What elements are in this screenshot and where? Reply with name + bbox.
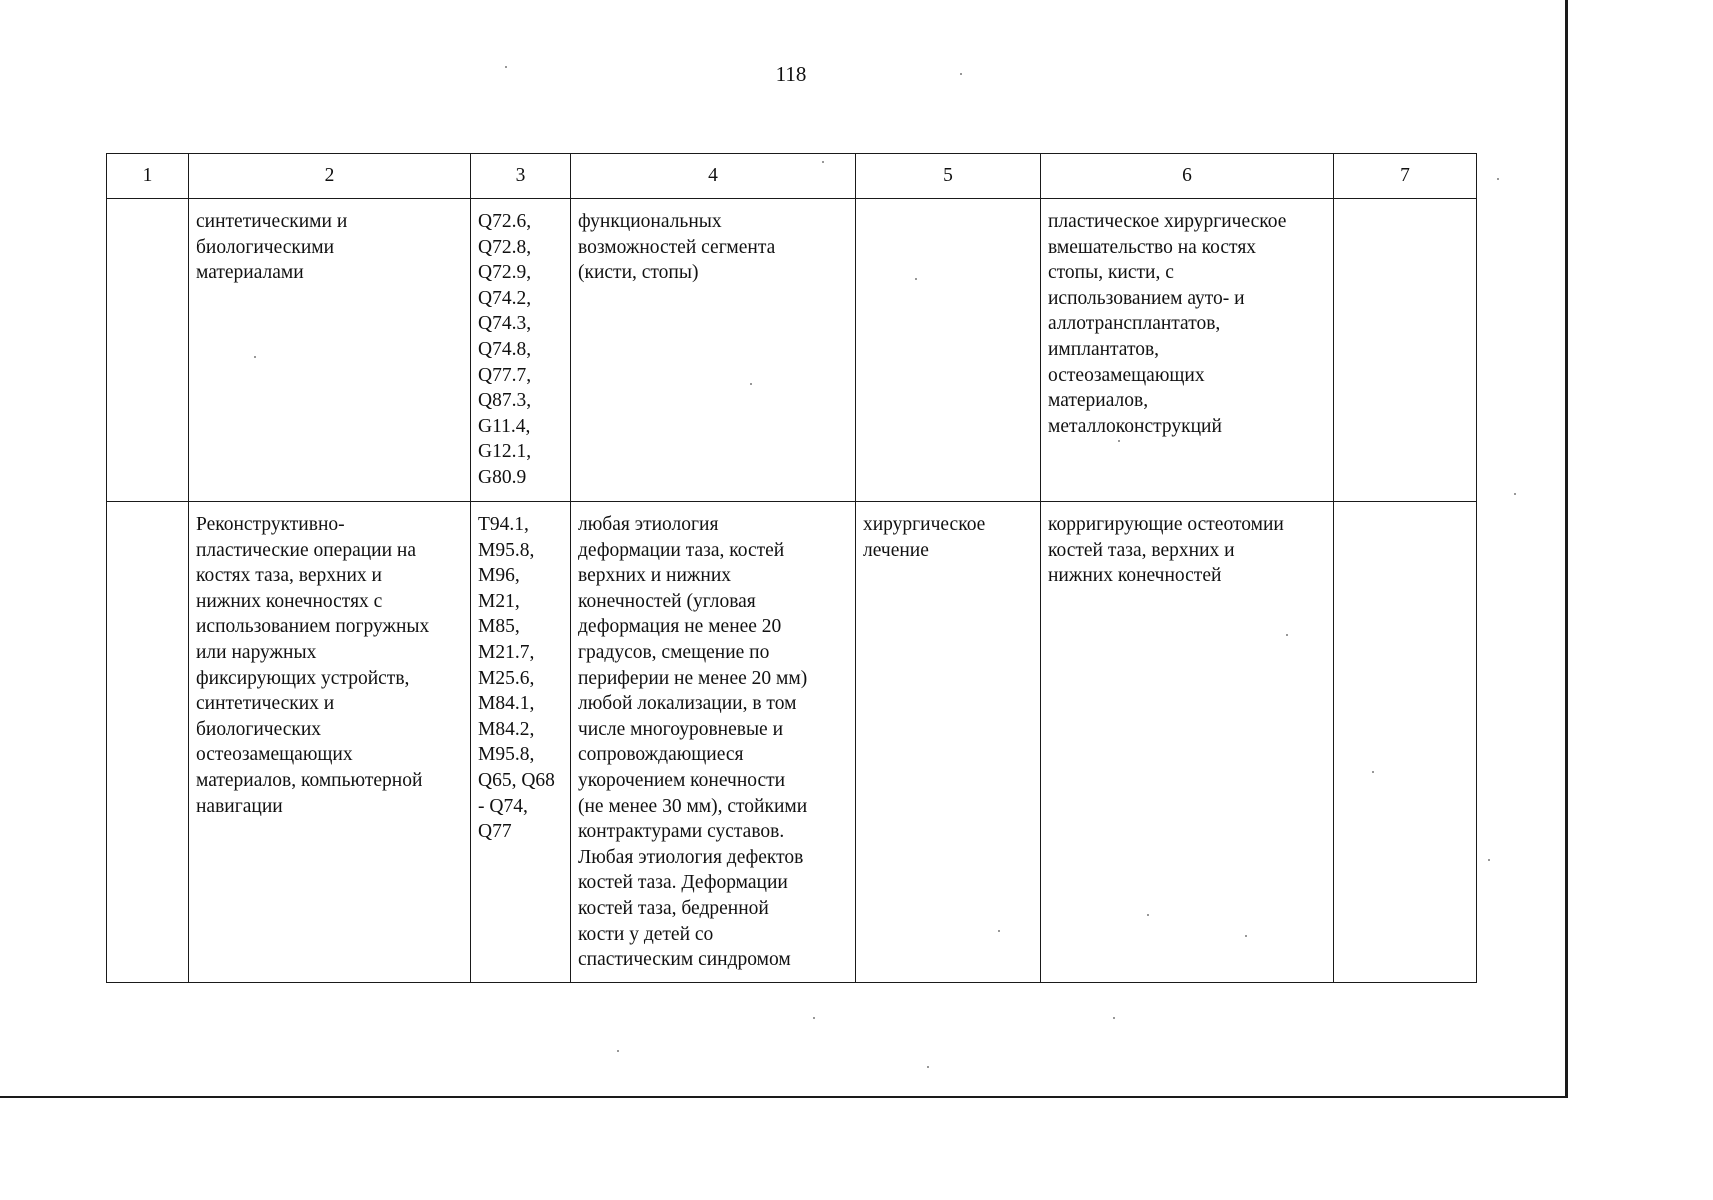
table-cell: T94.1, M95.8, M96, M21, M85, M21.7, M25.6, M84.1, M84.2, M95.8, Q65, Q68 - Q74, Q77: [471, 502, 571, 983]
table-row: [107, 199, 1477, 502]
scan-speck: [1372, 771, 1374, 773]
scan-speck: [927, 1066, 929, 1068]
scan-speck: [750, 383, 752, 385]
scan-speck: [813, 1017, 815, 1019]
table-header-row: [107, 154, 1477, 199]
table-cell: [1334, 199, 1477, 502]
scan-speck: [822, 161, 824, 163]
scan-speck: [505, 66, 507, 68]
table-cell: [1334, 502, 1477, 983]
scan-speck: [998, 930, 1000, 932]
table-cell: Q72.6, Q72.8, Q72.9, Q74.2, Q74.3, Q74.8, Q77.7, Q87.3, G11.4, G12.1, G80.9: [471, 199, 571, 502]
scan-speck: [1286, 634, 1288, 636]
header-cell: 3: [471, 154, 571, 199]
header-cell: 4: [571, 154, 856, 199]
header-cell: 5: [856, 154, 1041, 199]
scan-speck: [960, 73, 962, 75]
table-cell: хирургическое лечение: [856, 502, 1041, 983]
header-cell: 6: [1041, 154, 1334, 199]
table-cell: пластическое хирургическое вмешательство на костях стопы, кисти, с использованием ауто- и аллотрансплантатов, имплантатов, остеозамещающих материалов, металлоконструкций: [1041, 199, 1334, 502]
scan-edge: [0, 1096, 1568, 1098]
table-cell: [107, 502, 189, 983]
scan-speck: [617, 1050, 619, 1052]
page-number: 118: [775, 62, 807, 86]
scan-speck: [1497, 178, 1499, 180]
table-cell: [856, 199, 1041, 502]
scan-edge: [1565, 0, 1568, 1098]
scan-speck: [1118, 440, 1120, 442]
header-cell: 7: [1334, 154, 1477, 199]
scan-speck: [1113, 1017, 1115, 1019]
table-cell: корригирующие остеотомии костей таза, верхних и нижних конечностей: [1041, 502, 1334, 983]
scan-speck: [915, 278, 917, 280]
scan-speck: [1147, 914, 1149, 916]
scan-speck: [1245, 935, 1247, 937]
table-cell: Реконструктивно- пластические операции на костях таза, верхних и нижних конечностях с использованием погружных или наружных фиксирующих устройств, синтетических и биологических остеозамещающих материалов, компьютерной навигации: [189, 502, 471, 983]
header-cell: 2: [189, 154, 471, 199]
scan-speck: [254, 356, 256, 358]
table-cell: [107, 199, 189, 502]
scan-speck: [1488, 859, 1490, 861]
table-cell: синтетическими и биологическими материалами: [189, 199, 471, 502]
table-cell: любая этиология деформации таза, костей верхних и нижних конечностей (угловая деформация не менее 20 градусов, смещение по периферии не менее 20 мм) любой локализации, в том числе многоуровневые и сопровождающиеся укорочением конечности (не менее 30 мм), стойкими контрактурами суставов. Любая этиология дефектов костей таза. Деформации костей таза, бедренной кости у детей со спастическим синдромом: [571, 502, 856, 983]
procedures-table: [106, 153, 1477, 983]
table-cell: функциональных возможностей сегмента (кисти, стопы): [571, 199, 856, 502]
scan-speck: [1514, 493, 1516, 495]
table-row: [107, 502, 1477, 983]
header-cell: 1: [107, 154, 189, 199]
